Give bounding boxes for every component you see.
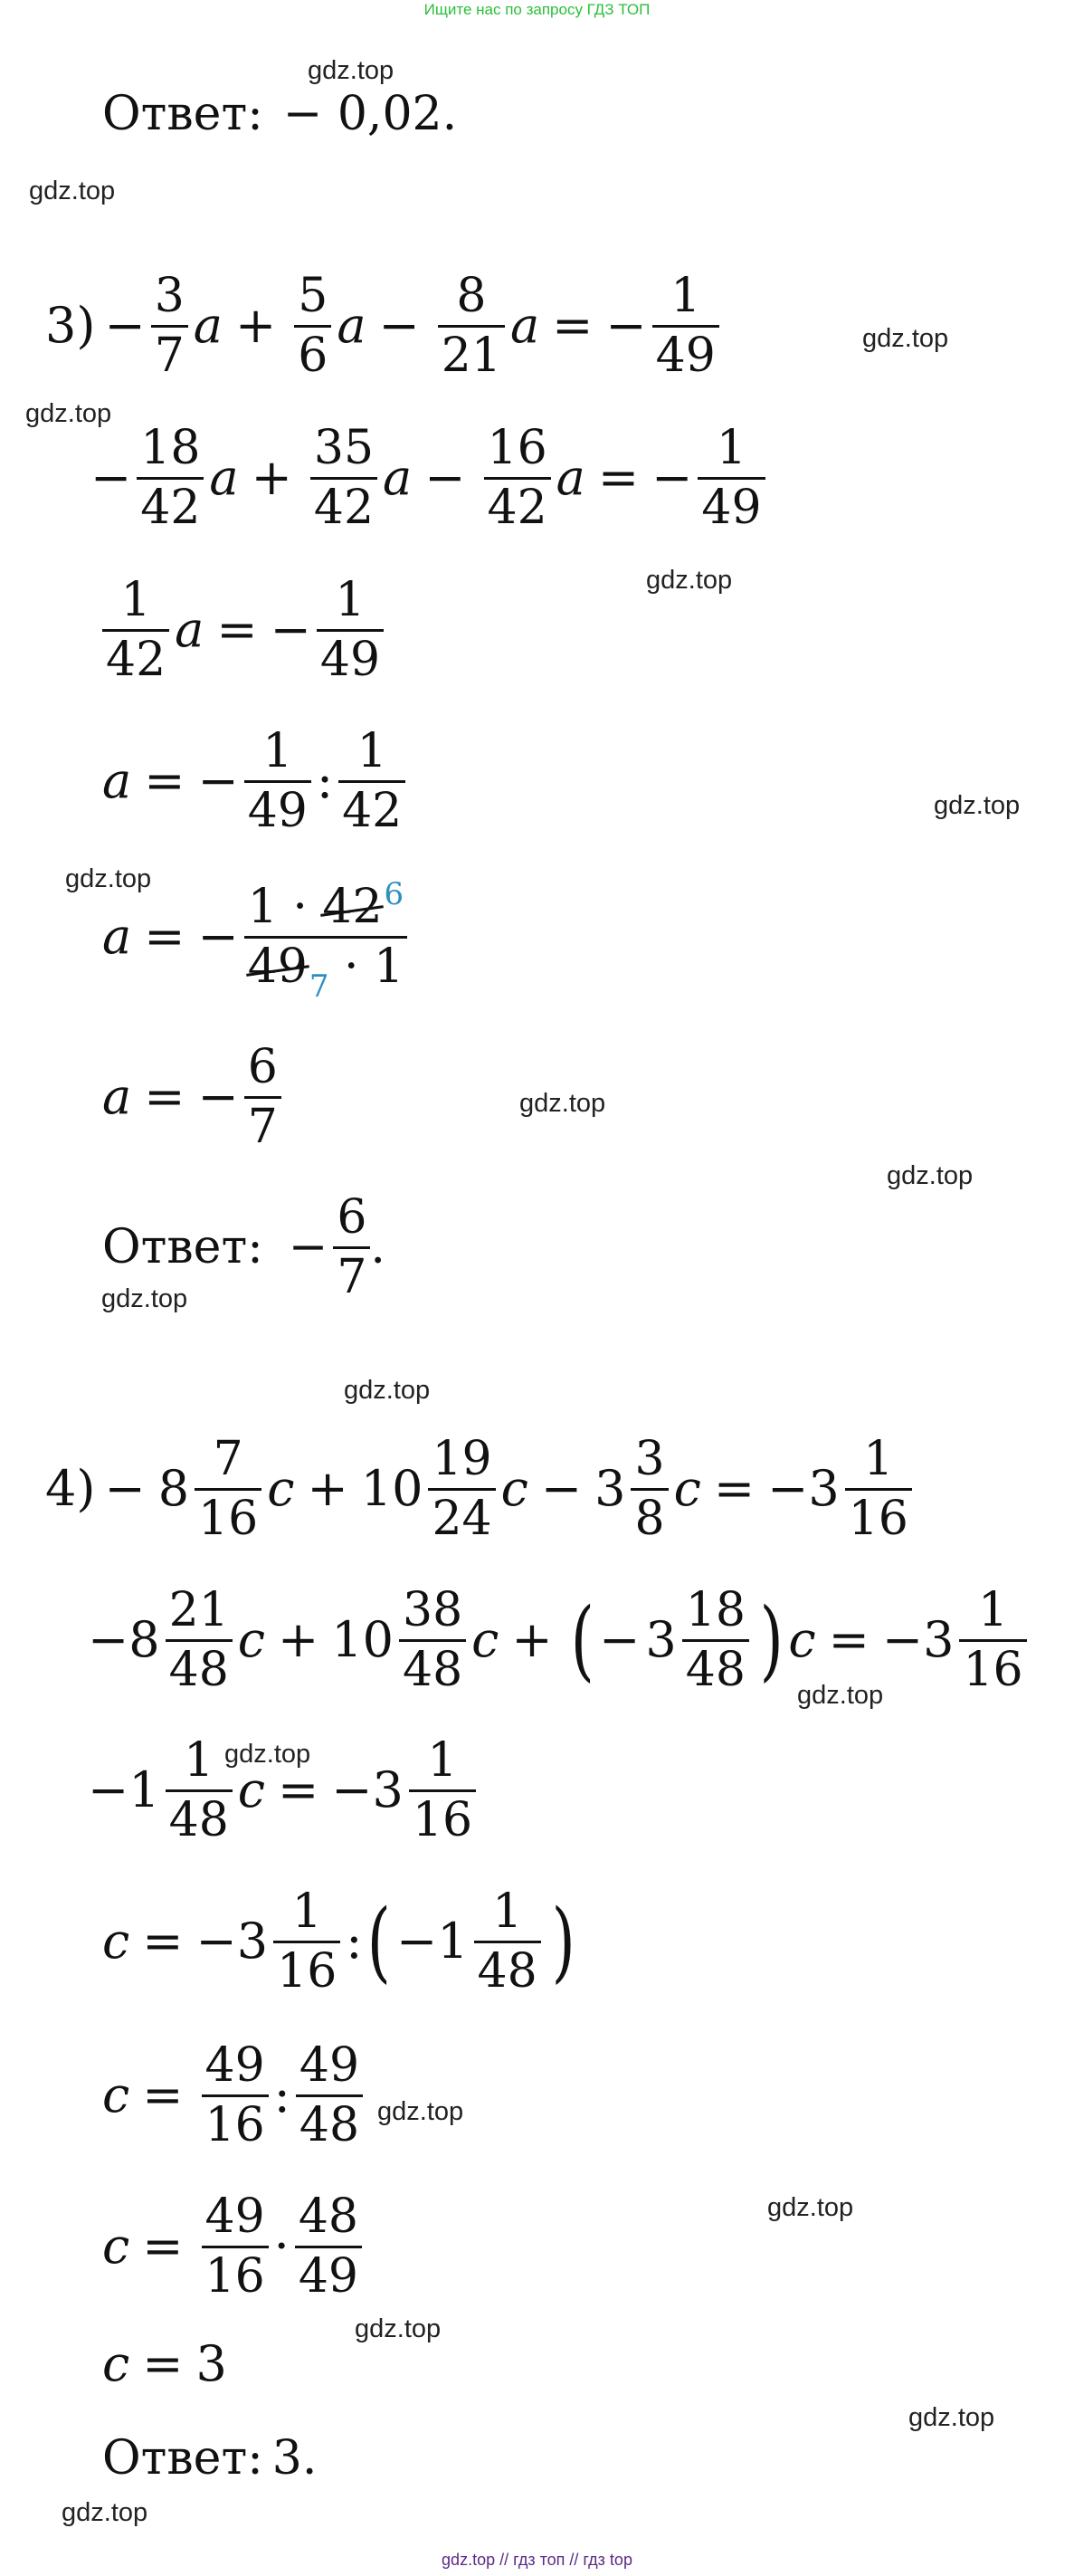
variable: a — [193, 297, 223, 355]
p4-line-4 — [102, 1884, 580, 1999]
footer-links[interactable]: gdz.top // гдз топ // гдз top — [442, 2551, 632, 2569]
math-token: 8 — [157, 1460, 190, 1518]
math-token: − — [197, 1068, 239, 1126]
math-token: 48 — [403, 1642, 463, 1697]
watermark: gdz.top — [25, 399, 112, 428]
math-token: 6 — [384, 876, 404, 912]
math-token: c — [102, 2066, 130, 2124]
math-token: 1 — [427, 1733, 458, 1788]
math-token: − — [195, 1913, 237, 1970]
math-token: · — [273, 2218, 290, 2275]
math-token: a — [102, 752, 132, 810]
math-token: 16 — [412, 1792, 473, 1847]
answer-value: − 0,02. — [282, 87, 458, 141]
math-token: 19 — [432, 1432, 492, 1486]
math-token: c — [788, 1611, 816, 1669]
math-token: 42 — [140, 480, 201, 535]
math-token: + — [234, 297, 277, 355]
watermark: gdz.top — [101, 1284, 188, 1313]
watermark: gdz.top — [908, 2403, 995, 2432]
math-token: = — [828, 1611, 870, 1669]
math-token: 6 — [298, 328, 328, 383]
math-token: = — [597, 449, 640, 507]
watermark: gdz.top — [344, 1376, 431, 1405]
fraction — [333, 1190, 370, 1304]
math-token: ( — [367, 1891, 392, 1993]
p4-line-7 — [102, 2335, 227, 2392]
math-token: c — [237, 1761, 266, 1819]
watermark: gdz.top — [308, 56, 394, 85]
math-token: 18 — [140, 421, 201, 475]
p3-line-3 — [97, 573, 389, 687]
math-token: 3 — [594, 1460, 626, 1518]
math-token: ( — [570, 1589, 594, 1692]
math-token: a — [209, 449, 239, 507]
math-token: 48 — [477, 1943, 537, 1999]
math-token: − — [197, 908, 239, 966]
math-token: 42 — [106, 632, 166, 687]
math-token: + — [251, 449, 292, 507]
p3-line-6 — [102, 1040, 287, 1154]
watermark: gdz.top — [224, 1740, 311, 1769]
math-token: 35 — [313, 421, 375, 475]
math-token: 3 — [645, 1611, 677, 1669]
math-token: 3. — [271, 2431, 318, 2485]
reduced-fraction — [244, 876, 407, 1005]
fraction — [295, 2190, 362, 2304]
fraction — [409, 1733, 476, 1847]
math-token: 3 — [154, 269, 185, 323]
math-token: − — [104, 1460, 146, 1518]
math-token: 49 — [319, 632, 381, 687]
math-token: = — [144, 908, 185, 966]
math-token: − — [395, 1913, 438, 1970]
math-token: 16 — [204, 2248, 265, 2304]
math-token: 7 — [154, 328, 185, 383]
math-token: = — [142, 1913, 184, 1970]
math-token: 8 — [634, 1491, 665, 1546]
math-token: 38 — [403, 1583, 463, 1637]
watermark: gdz.top — [646, 566, 733, 595]
math-token: = — [144, 1068, 185, 1126]
math-token: = — [216, 601, 258, 659]
math-token: − — [331, 1761, 373, 1819]
math-token: 3 — [634, 1432, 665, 1486]
math-token: a — [102, 1068, 132, 1126]
math-token: 49 — [655, 328, 716, 383]
math-token: 4) — [45, 1460, 96, 1518]
math-token: − — [88, 1611, 129, 1669]
math-token: c — [237, 1611, 266, 1669]
math-token: − — [88, 1761, 129, 1819]
math-token: c — [471, 1611, 499, 1669]
math-token: 48 — [685, 1642, 746, 1697]
math-token: a — [556, 449, 585, 507]
fraction — [845, 1432, 912, 1546]
math-token: − — [90, 449, 132, 507]
fraction — [294, 269, 331, 383]
math-token: 8 — [128, 1611, 160, 1669]
math-token: 24 — [432, 1491, 492, 1546]
answer-label: Ответ: — [102, 87, 263, 141]
math-token: . — [370, 1220, 385, 1275]
math-token: 3 — [236, 1913, 269, 1970]
math-token: a — [509, 297, 540, 355]
math-token: 1 — [184, 1733, 214, 1788]
watermark: gdz.top — [519, 1089, 606, 1118]
math-token: 1 — [120, 573, 151, 627]
fraction — [151, 269, 188, 383]
math-token: − — [767, 1460, 809, 1518]
math-token: 1 — [291, 1884, 322, 1939]
math-token: − — [540, 1460, 583, 1518]
math-token: c — [267, 1460, 295, 1518]
math-token: 18 — [685, 1583, 746, 1637]
math-token: − — [197, 752, 239, 810]
fraction — [338, 724, 405, 838]
fraction — [102, 573, 169, 687]
p4-line-6 — [102, 2190, 367, 2304]
math-token: + — [278, 1611, 319, 1669]
math-token: 1 · — [247, 880, 323, 934]
p4-line-5 — [102, 2038, 368, 2152]
fraction — [310, 421, 377, 535]
fraction — [296, 2038, 363, 2152]
p4-line-1 — [45, 1432, 917, 1546]
fraction — [137, 421, 204, 535]
math-token: 6 — [337, 1190, 367, 1245]
math-token: 49 — [299, 2038, 360, 2093]
math-token: − — [599, 1611, 641, 1669]
math-token: 48 — [168, 1642, 229, 1697]
math-token: − — [881, 1611, 924, 1669]
math-token: a — [383, 449, 413, 507]
watermark: gdz.top — [62, 2498, 148, 2527]
math-token: + — [511, 1611, 553, 1669]
fraction — [166, 1583, 233, 1697]
watermark: gdz.top — [797, 1681, 884, 1710]
fraction — [474, 1884, 541, 1999]
math-token: 49 — [204, 2038, 265, 2093]
math-token: 1 — [863, 1432, 894, 1486]
math-token: 3 — [372, 1761, 404, 1819]
math-token: 16 — [198, 1491, 259, 1546]
math-token: 49 — [247, 783, 308, 838]
math-token: Ответ: — [102, 2431, 263, 2485]
math-token: 42 — [487, 480, 547, 535]
math-token: ) — [551, 1891, 575, 1993]
math-token: 3 — [808, 1460, 840, 1518]
math-token: 42 — [342, 783, 403, 838]
math-token: 49 — [204, 2190, 265, 2244]
p3-answer — [102, 1190, 385, 1304]
math-token: : — [346, 1913, 363, 1970]
math-token: 48 — [299, 2097, 360, 2152]
math-token: 7 — [213, 1432, 243, 1486]
math-token: 16 — [204, 2097, 265, 2152]
math-token: 49 — [247, 939, 308, 994]
fraction — [202, 2038, 269, 2152]
math-token: 16 — [963, 1642, 1023, 1697]
math-token: 8 — [456, 269, 487, 323]
watermark: gdz.top — [767, 2193, 854, 2222]
math-token: 6 — [247, 1040, 278, 1094]
watermark: gdz.top — [29, 177, 116, 205]
fraction — [195, 1432, 261, 1546]
math-token: · 1 — [328, 939, 404, 994]
math-token: 7 — [309, 968, 329, 1005]
math-token: = — [552, 297, 594, 355]
math-token: 1 — [670, 269, 701, 323]
math-token: 1 — [262, 724, 293, 778]
answer-previous — [102, 87, 458, 141]
fraction — [698, 421, 765, 535]
math-token: + — [307, 1460, 348, 1518]
watermark: gdz.top — [934, 791, 1021, 820]
watermark: gdz.top — [355, 2314, 442, 2343]
math-token: 1 — [437, 1913, 469, 1970]
math-token: c — [102, 1913, 130, 1970]
math-token: : — [273, 2066, 290, 2124]
math-token: 1 — [978, 1583, 1009, 1637]
fraction — [244, 1040, 281, 1154]
math-token: 10 — [360, 1460, 423, 1518]
fraction — [484, 421, 551, 535]
math-token: 1 — [716, 421, 746, 475]
math-token: − — [378, 297, 420, 355]
p3-line-5 — [102, 876, 413, 1005]
p4-answer — [102, 2431, 318, 2485]
math-token: 1 — [356, 724, 387, 778]
math-token: 3 — [923, 1611, 955, 1669]
math-token: − — [651, 449, 693, 507]
math-token: 48 — [168, 1792, 229, 1847]
math-token: 16 — [848, 1491, 908, 1546]
math-token: 1 — [492, 1884, 523, 1939]
fraction — [273, 1884, 340, 1999]
math-token: c — [102, 2335, 130, 2392]
fraction — [652, 269, 719, 383]
p3-line-4 — [102, 724, 411, 838]
fraction — [399, 1583, 466, 1697]
fraction — [631, 1432, 668, 1546]
math-token: 48 — [298, 2190, 359, 2244]
math-token: 21 — [168, 1583, 229, 1637]
math-token: 42 — [322, 880, 383, 934]
math-token: Ответ: — [102, 1220, 263, 1275]
problem-number: 3) — [45, 297, 96, 355]
fraction — [682, 1583, 749, 1697]
math-token: 42 — [313, 480, 375, 535]
math-token: a — [102, 908, 132, 966]
math-token: 49 — [298, 2248, 359, 2304]
math-token: 3 — [195, 2335, 227, 2392]
math-token: a — [337, 297, 366, 355]
math-token: ) — [759, 1589, 784, 1692]
fraction — [438, 269, 505, 383]
math-token: c — [673, 1460, 701, 1518]
fraction — [202, 2190, 269, 2304]
math-token: − — [424, 449, 466, 507]
p3-line-1 — [45, 269, 725, 383]
sign: − — [104, 297, 146, 355]
math-token: = — [142, 2218, 184, 2275]
math-token: − — [605, 297, 647, 355]
math-token: : — [316, 752, 334, 810]
math-token: a — [175, 601, 204, 659]
watermark: gdz.top — [862, 324, 949, 353]
math-token: − — [288, 1220, 328, 1275]
watermark: gdz.top — [65, 864, 152, 893]
p3-line-2 — [90, 421, 771, 535]
fraction — [166, 1733, 233, 1847]
math-token: − — [270, 601, 311, 659]
math-token: 49 — [701, 480, 762, 535]
fraction — [428, 1432, 495, 1546]
math-token: = — [278, 1761, 319, 1819]
fraction — [244, 724, 311, 838]
math-token: 1 — [128, 1761, 160, 1819]
math-token: c — [500, 1460, 528, 1518]
math-token: 7 — [337, 1249, 367, 1304]
math-token: 21 — [441, 328, 501, 383]
fraction — [959, 1583, 1026, 1697]
math-token: = — [713, 1460, 756, 1518]
math-token: 16 — [277, 1943, 337, 1999]
math-token: 16 — [487, 421, 547, 475]
fraction — [317, 573, 384, 687]
watermark: gdz.top — [377, 2097, 464, 2126]
math-token: = — [142, 2335, 184, 2392]
math-token: 5 — [298, 269, 328, 323]
math-token: = — [142, 2066, 184, 2124]
search-banner[interactable]: Ищите нас по запросу ГДЗ ТОП — [423, 1, 651, 18]
math-token: 7 — [247, 1099, 278, 1154]
watermark: gdz.top — [887, 1161, 974, 1190]
math-token: 1 — [335, 573, 366, 627]
math-token: = — [144, 752, 185, 810]
math-token: c — [102, 2218, 130, 2275]
math-token: 10 — [331, 1611, 394, 1669]
p4-line-3 — [88, 1733, 481, 1847]
